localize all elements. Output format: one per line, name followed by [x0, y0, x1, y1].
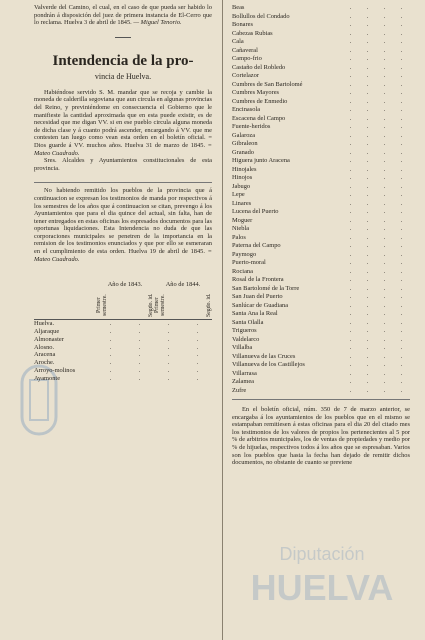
town-name: Galaroza	[232, 131, 256, 139]
row-marks: . . . .	[349, 89, 403, 96]
row-marks: . . . .	[349, 140, 403, 147]
town-name: Cumbres de San Bartolomé	[232, 80, 303, 88]
row-marks: . . . .	[349, 386, 403, 394]
bottom-paragraph: En el boletín oficial, núm. 350 de 7 de marzo anterior, se encargaba á los ayuntamientos de los pueblos que en el mismo se estampaban remitiesen á estas oficinas para el dia 20 del citado mes los testimonios de los valores de propios los pertenecientes al 5 por % de arbitrios municipales, los de ventas de propiedades y medio por % de hijuelas, respectivos todos á los años que se espresaban. Varios son los pueblos que hasta la fecha han dejado de remitir dichos documentos, no obstante de cuanto se previene	[232, 406, 410, 467]
town-name: Villarrasa	[232, 369, 257, 377]
table-row	[34, 328, 212, 336]
table-row	[232, 344, 410, 353]
row-marks: . . . .	[109, 328, 199, 336]
intro-paragraph: Valverde del Camino, el cual, en el caso de que pueda ser habido lo pondrán á disposición del juez de primera instancia de El-Cerro que lo reclama. Huelva 3 de abril de 1845. — Miguel Tenorio.	[34, 4, 212, 27]
table-row	[232, 123, 410, 132]
row-marks: . . . .	[109, 367, 199, 375]
town-name: Villalba	[232, 344, 253, 351]
table-row	[232, 217, 410, 226]
town-name: Beas	[232, 4, 245, 11]
table-row	[232, 336, 410, 345]
towns-table	[34, 273, 212, 382]
row-marks: . . . .	[349, 352, 403, 360]
table-row	[34, 359, 212, 367]
table-row	[232, 293, 410, 302]
table-row	[232, 242, 410, 251]
decree-tail: Sres. Alcaldes y Ayuntamientos constitucionales de esta provincia.	[34, 157, 212, 172]
row-marks: . . . .	[349, 344, 403, 351]
separator	[232, 399, 410, 400]
row-marks: . . . .	[349, 80, 403, 88]
town-name: Encinasola	[232, 106, 261, 113]
town-name: Campo-frio	[232, 55, 262, 62]
section-title: Intendencia de la pro-	[52, 52, 194, 69]
table-row	[34, 320, 212, 328]
table-row	[232, 200, 410, 209]
town-name: Paymogo	[232, 250, 257, 258]
town-name: Almonaster	[34, 335, 64, 343]
row-marks: . . . .	[349, 216, 403, 224]
row-marks: . . . .	[349, 4, 403, 11]
table-row	[34, 336, 212, 344]
town-name: Granado	[232, 148, 255, 156]
table-row	[232, 353, 410, 362]
town-name: Rociana	[232, 267, 253, 275]
row-marks: . . . .	[349, 276, 403, 283]
row-marks: . . . .	[349, 55, 403, 62]
row-marks: . . . .	[349, 97, 403, 105]
row-marks: . . . .	[349, 123, 403, 130]
table-row	[232, 285, 410, 294]
row-marks: . . . .	[349, 284, 403, 292]
table-row	[232, 140, 410, 149]
town-name: Higuera junto Aracena	[232, 157, 290, 164]
row-marks: . . . .	[349, 310, 403, 317]
town-name: Niebla	[232, 225, 250, 232]
town-name: Moguer	[232, 216, 253, 224]
town-name: Villanueva de los Castillejos	[232, 361, 305, 368]
town-name: Castaño del Robledo	[232, 63, 286, 71]
year-header-2: Año de 1844. Primer semestre. Segdo. id.	[154, 281, 212, 317]
table-header	[34, 273, 212, 320]
table-row	[232, 319, 410, 328]
table-row	[34, 344, 212, 352]
table-row	[232, 132, 410, 141]
row-marks: . . . .	[109, 320, 199, 328]
row-marks: . . . .	[349, 21, 403, 28]
town-name: Linares	[232, 199, 252, 207]
svg-text:HUELVA: HUELVA	[250, 567, 394, 608]
row-marks: . . . .	[109, 351, 199, 359]
table-row	[232, 370, 410, 379]
table-row	[232, 64, 410, 73]
table-row	[232, 208, 410, 217]
table-row	[232, 72, 410, 81]
table-row	[232, 302, 410, 311]
table-row	[232, 38, 410, 47]
table-row	[232, 259, 410, 268]
town-name: Aracena	[34, 351, 56, 359]
table-row	[232, 30, 410, 39]
row-marks: . . . .	[349, 267, 403, 275]
town-name: Escacena del Campo	[232, 114, 286, 122]
row-marks: . . . .	[349, 301, 403, 309]
row-marks: . . . .	[109, 359, 199, 367]
svg-text:Diputación: Diputación	[279, 544, 365, 564]
row-marks: . . . .	[349, 114, 403, 122]
row-marks: . . . .	[349, 38, 403, 45]
column-divider	[222, 0, 223, 640]
table-row	[34, 351, 212, 359]
table-row	[232, 166, 410, 175]
town-name: Villanueva de las Cruces	[232, 352, 296, 360]
row-marks: . . . .	[349, 208, 403, 215]
table-row	[232, 234, 410, 243]
row-marks: . . . .	[349, 327, 403, 334]
town-name: Lucena del Puerto	[232, 208, 279, 215]
row-marks: . . . .	[349, 182, 403, 190]
town-name: Cumbres de Enmedio	[232, 97, 288, 105]
town-name: San Juan del Puerto	[232, 293, 283, 300]
row-marks: . . . .	[109, 335, 199, 343]
table-row	[232, 55, 410, 64]
left-column	[34, 4, 212, 383]
town-name: Puerto-moral	[232, 259, 266, 266]
town-name: Aljaraque	[34, 328, 60, 336]
table-row	[232, 106, 410, 115]
town-name: Cabezas Rubias	[232, 29, 273, 37]
divider	[115, 37, 131, 38]
town-name: Zufre	[232, 386, 247, 394]
town-name: Santa Ana la Real	[232, 310, 278, 317]
town-name: Palos	[232, 233, 246, 241]
watermark-logo-icon	[250, 520, 394, 620]
town-name: Huelva.	[34, 320, 55, 328]
row-marks: . . . .	[349, 12, 403, 20]
town-name: Zalamea	[232, 378, 254, 385]
table-row	[232, 378, 410, 387]
table-row	[232, 4, 410, 13]
row-marks: . . . .	[349, 106, 403, 113]
town-name: Jabugo	[232, 182, 251, 190]
town-name: San Bartolomé de la Torre	[232, 284, 300, 292]
row-marks: . . . .	[349, 174, 403, 181]
table-row	[232, 225, 410, 234]
town-name: Cortelazor	[232, 72, 259, 79]
town-name: Cañaveral	[232, 46, 258, 54]
table-row	[232, 191, 410, 200]
table-row	[232, 327, 410, 336]
town-name: Sanlúcar de Guadiana	[232, 301, 289, 309]
table-row	[34, 367, 212, 375]
table-row	[232, 310, 410, 319]
table-row	[232, 361, 410, 370]
row-marks: . . . .	[349, 369, 403, 377]
row-marks: . . . .	[349, 318, 403, 326]
table-row	[232, 268, 410, 277]
town-name: Paterna del Campo	[232, 242, 281, 249]
town-name: Alosno.	[34, 343, 55, 351]
row-marks: . . . .	[109, 374, 199, 382]
row-marks: . . . .	[349, 199, 403, 207]
notice-paragraph: No habiendo remitido los pueblos de la provincia que á continuacion se expresan los testimonios de manda por respectivos á los semestres de los años que á continuacion se citan, prevengo á los Ayuntamientos que para el dia quince del actual, sin falta, han de tener entregados en estas oficinas los espresados documentos para las oportunas liquidaciones. Esta Intendencia no duda de que las corporaciones municipales se penetren de la importancia en la remision de los testimonios enunciados y que por ello se esmeraran en el cumplimiento de esta orden. Huelva 19 de abril de 1845. = Mateo Cuadrado.	[34, 187, 212, 263]
section-subtitle: vincia de Huelva.	[94, 71, 152, 81]
row-marks: . . . .	[109, 343, 199, 351]
table-row	[232, 81, 410, 90]
row-marks: . . . .	[349, 250, 403, 258]
row-marks: . . . .	[349, 378, 403, 385]
row-marks: . . . .	[349, 63, 403, 71]
town-name: Lepe	[232, 191, 245, 198]
town-name: Bollullos del Condado	[232, 12, 290, 20]
table-row	[232, 174, 410, 183]
town-name: Aroche.	[34, 359, 55, 367]
town-name: Arroyo-molinos	[34, 367, 76, 375]
decree-paragraph: Habiéndose servido S. M. mandar que se recoja y cambie la moneda de calderilla segoviana que aun circula en algunas provincias del Reino, y previniéndome en consecuencia el Gobierno que le manifieste la cantidad aproximada que en esta puede existir, es de necesidad que me digan VV. si en ese pueblo circula alguna moneda de dicha clase y á cuanto podrá ascender, encargando á VV. que me contesten tan luego como vean esta orden en el boletín oficial. = Dios guarde á VV. muchos años. Huelva 31 de marzo de 1845. = Mateo Cuadrado.	[34, 88, 212, 157]
row-marks: . . . .	[349, 72, 403, 79]
row-marks: . . . .	[349, 233, 403, 241]
table-row	[232, 276, 410, 285]
row-marks: . . . .	[349, 225, 403, 232]
row-marks: . . . .	[349, 242, 403, 249]
town-name: Cumbres Mayores	[232, 89, 280, 96]
table-row	[232, 89, 410, 98]
town-name: Hinojos	[232, 174, 253, 181]
table-row	[232, 98, 410, 107]
table-row	[232, 251, 410, 260]
table-row	[232, 47, 410, 56]
row-marks: . . . .	[349, 157, 403, 164]
table-row	[232, 21, 410, 30]
table-row	[232, 149, 410, 158]
table-row	[232, 13, 410, 22]
town-name: Fuente-heridos	[232, 123, 271, 130]
town-name: Gibraleon	[232, 140, 258, 147]
table-row	[232, 115, 410, 124]
table-row	[34, 375, 212, 383]
table-row	[232, 183, 410, 192]
row-marks: . . . .	[349, 293, 403, 300]
separator	[34, 182, 212, 183]
row-marks: . . . .	[349, 361, 403, 368]
row-marks: . . . .	[349, 165, 403, 173]
row-marks: . . . .	[349, 335, 403, 343]
town-name: Cala	[232, 38, 244, 45]
town-name: Trigueros	[232, 327, 257, 334]
town-name: Valdelarco	[232, 335, 260, 343]
town-name: Bonares	[232, 21, 253, 28]
year-header-1: Año de 1843. Primer semestre. Segdo. id.	[96, 281, 154, 317]
row-marks: . . . .	[349, 191, 403, 198]
table-row	[232, 157, 410, 166]
row-marks: . . . .	[349, 148, 403, 156]
row-marks: . . . .	[349, 259, 403, 266]
row-marks: . . . .	[349, 131, 403, 139]
town-name: Ayamonte	[34, 374, 61, 382]
town-name: Rosal de la Frontera	[232, 276, 284, 283]
table-row	[232, 387, 410, 396]
town-name: Hinojales	[232, 165, 257, 173]
row-marks: . . . .	[349, 29, 403, 37]
right-column	[232, 4, 410, 467]
row-marks: . . . .	[349, 46, 403, 54]
town-name: Santa Olalla	[232, 318, 264, 326]
